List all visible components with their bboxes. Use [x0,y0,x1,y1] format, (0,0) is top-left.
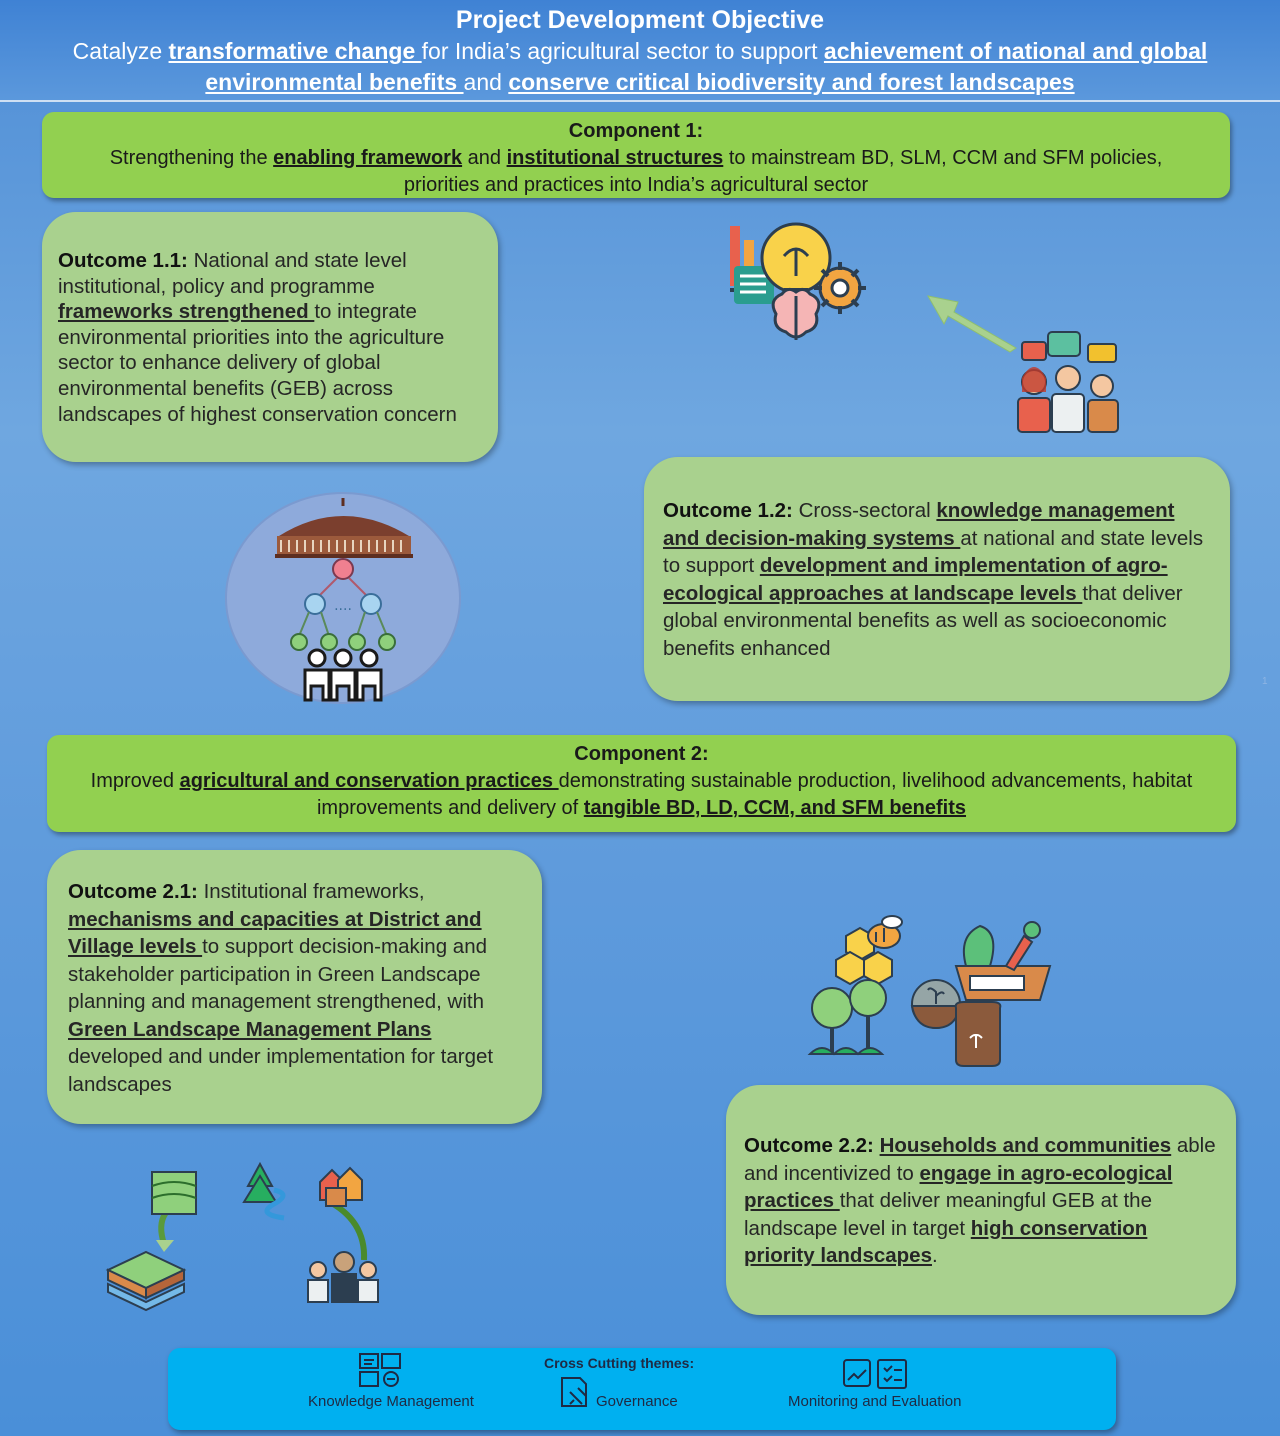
page-number: 1 [1262,676,1268,687]
objective-header [0,0,1280,102]
outcome-1-1-box: Outcome 1.1: National and state level institutional, policy and programme frameworks strengthened to integrate environmental priorities into the agriculture sector to enhance delivery of global environmental benefits (GEB) across landscapes of highest conservation concern [42,212,498,462]
objective-title: Project Development Objective [455,6,825,34]
analytics-idea-icon [726,218,871,358]
svg-text:....: .... [334,598,352,614]
component-1-title: Component 1: [568,120,704,142]
component-2-title: Component 2: [574,743,709,765]
parliament-hierarchy-icon [225,492,461,706]
cross-cutting-title: Cross Cutting themes: [544,1355,695,1371]
outcome-2-2-label: Outcome 2.2: [744,1134,874,1157]
knowledge-management-icon [358,1352,402,1393]
monitoring-evaluation-icon [842,1356,910,1395]
outcome-2-1-box: Outcome 2.1: Institutional frameworks, mechanisms and capacities at District and Village levels to support decision-making and stakeholder participation in Green Landscape planning and management strengthened, with Green Landscape Management Plans developed and under implementation for target landscapes [47,850,542,1124]
component-2-box [47,735,1236,832]
monitoring-evaluation-label: Monitoring and Evaluation [788,1393,962,1410]
flow-arrow-icon [924,286,1024,356]
outcome-2-1-label: Outcome 2.1: [68,880,198,903]
component-1-box [42,112,1230,198]
objective-statement: Catalyze transformative change for India’s agricultural sector to support achievement of national and global environmental benefits and conserve critical biodiversity and forest landscapes [72,38,1208,95]
bee-vegetable-tree-soil-icon [806,908,1052,1070]
governance-label: Governance [596,1393,678,1410]
governance-icon [558,1374,594,1415]
knowledge-management-label: Knowledge Management [308,1393,474,1410]
outcome-1-1-label: Outcome 1.1: [58,249,188,272]
landscape-cycle-icon [104,1160,394,1324]
outcome-1-2-label: Outcome 1.2: [663,499,793,522]
cross-cutting-themes-box [168,1348,1116,1430]
stakeholders-discussion-icon [1012,330,1122,435]
component-1-text: Strengthening the enabling framework and institutional structures to mainstream BD, SLM, CCM and SFM policies, priorities and practices into India’s agricultural sector [109,147,1163,196]
component-2-text: Improved agricultural and conservation practices demonstrating sustainable production, livelihood advancements, habitat improvements and delivery of tangible BD, LD, CCM, and SFM benefits [90,770,1193,819]
outcome-1-2-box: Outcome 1.2: Cross-sectoral knowledge management and decision-making systems at national and state levels to support development and implementation of agro-ecological approaches at landscape levels that deliver global environmental benefits as well as socioeconomic benefits enhanced [644,457,1230,701]
outcome-2-2-box: Outcome 2.2: Households and communities able and incentivized to engage in agro-ecological practices that deliver meaningful GEB at the landscape level in target high conservation priority landscapes. [726,1085,1236,1315]
